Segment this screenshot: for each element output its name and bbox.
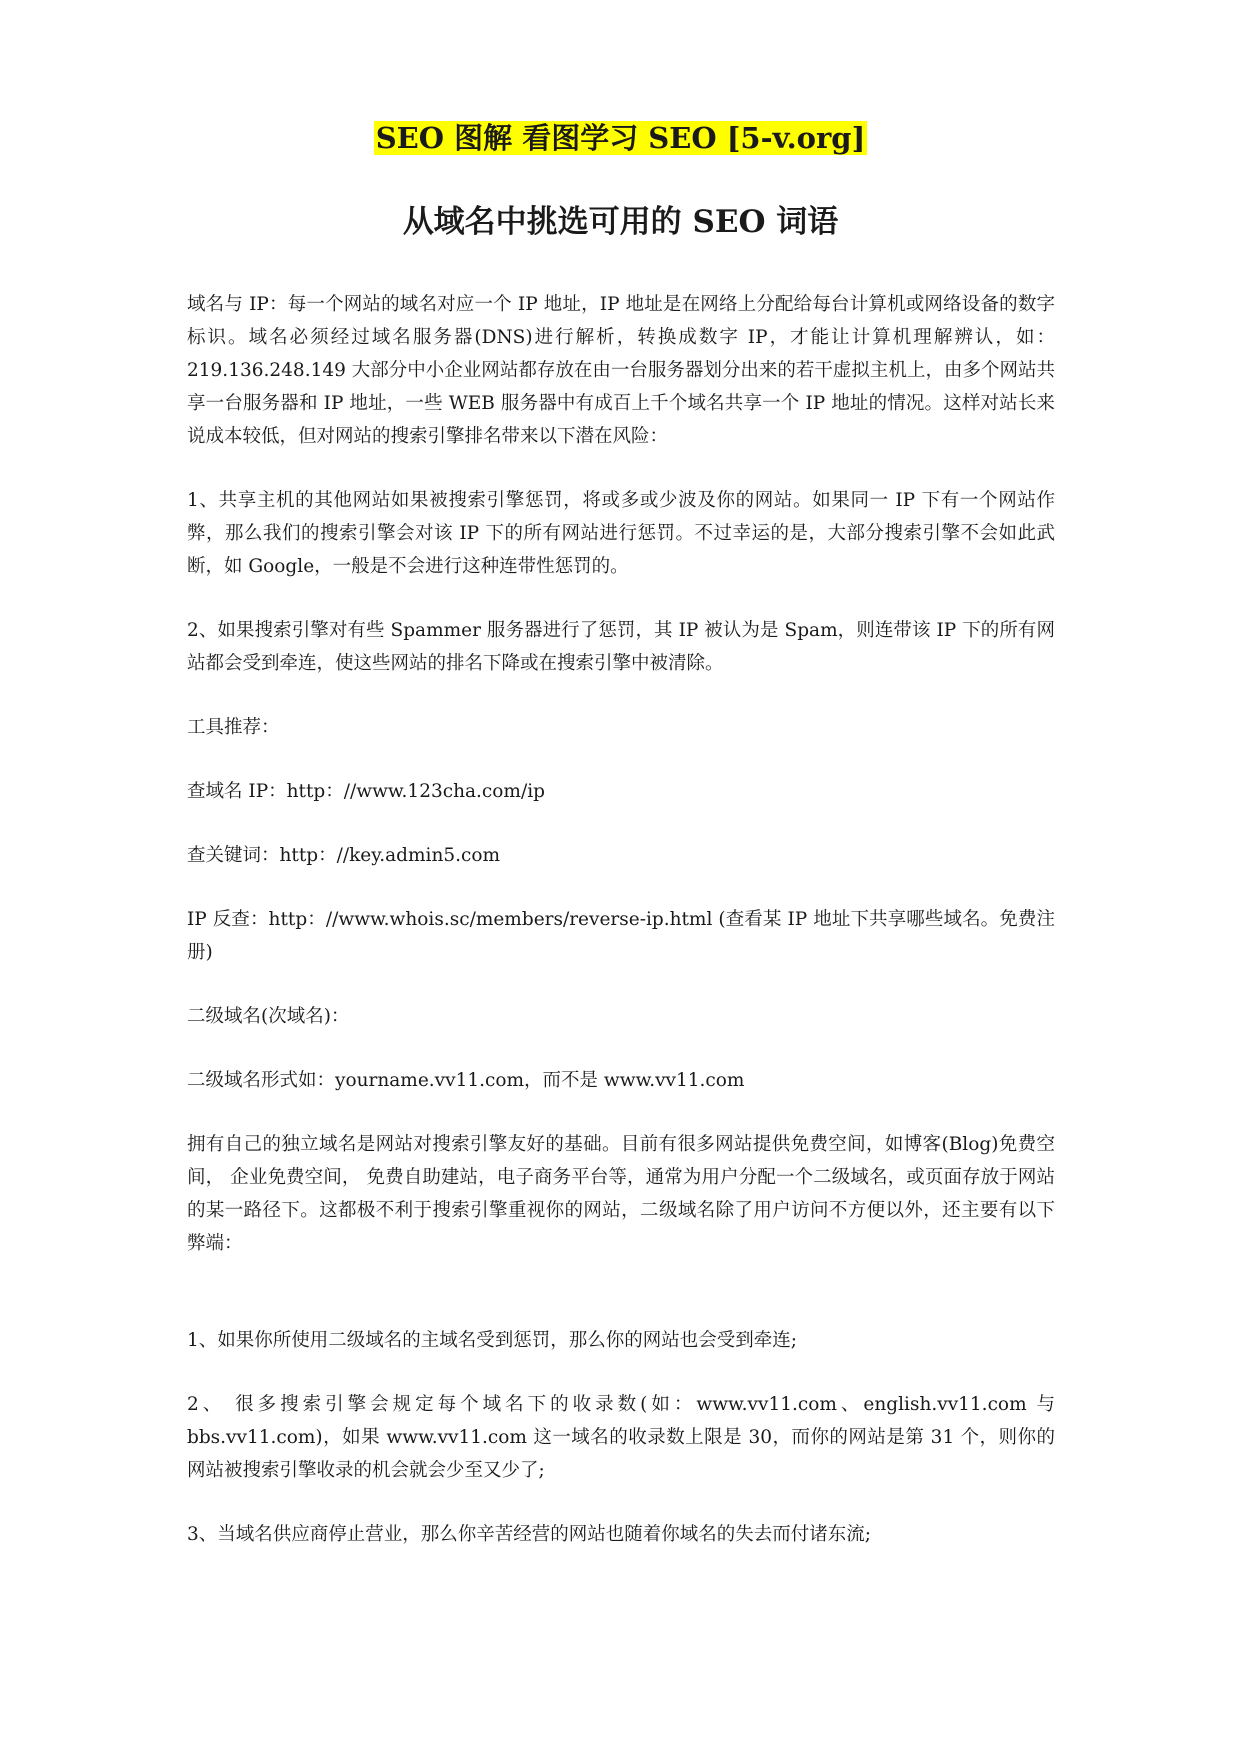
paragraph-risk-2: 2、如果搜索引擎对有些 Spammer 服务器进行了惩罚，其 IP 被认为是 Spam，则连带该 IP 下的所有网站都会受到牵连，使这些网站的排名下降或在搜索引擎中被清除。 xyxy=(187,620,1055,674)
paragraph-drawback-2: 2、 很多搜索引擎会规定每个域名下的收录数(如：www.vv11.com、english.vv11.com 与 bbs.vv11.com)，如果 www.vv11.com 这一域名的收录数上限是 30，而你的网站是第 31 个，则你的网站被搜索引擎收录的机会就会少至又少了; xyxy=(187,1394,1055,1481)
site-title-highlight: SEO 图解 看图学习 SEO [5-v.org] xyxy=(375,121,866,155)
site-title-heading xyxy=(0,118,1241,158)
paragraph-tool-reverse-ip: IP 反查：http：//www.whois.sc/members/reverse-ip.html (查看某 IP 地址下共享哪些域名。免费注册) xyxy=(187,909,1055,963)
paragraph-tool-keyword-lookup: 查关键词：http：//key.admin5.com xyxy=(187,845,501,866)
article-title: 从域名中挑选可用的 SEO 词语 xyxy=(402,204,839,240)
paragraph-domain-ip: 域名与 IP：每一个网站的域名对应一个 IP 地址，IP 地址是在网络上分配给每台计算机或网络设备的数字标识。域名必须经过域名服务器(DNS)进行解析，转换成数字 IP，才能让计算机理解辨认，如：219.136.248.149 大部分中小企业网站都存放在由一台服务器划分出来的若干虚拟主机上，由多个网站共享一台服务器和 IP 地址，一些 WEB 服务器中有成百上千个域名共享一个 IP 地址的情况。这样对站长来说成本较低，但对网站的搜索引擎排名带来以下潜在风险： xyxy=(187,294,1055,447)
paragraph-subdomain-heading: 二级域名(次域名)： xyxy=(187,1006,350,1027)
paragraph-drawback-3: 3、当域名供应商停止营业，那么你辛苦经营的网站也随着你域名的失去而付诸东流; xyxy=(187,1524,872,1545)
article-body xyxy=(187,288,1055,1582)
paragraph-subdomain-example: 二级域名形式如：yourname.vv11.com，而不是 www.vv11.com xyxy=(187,1070,745,1091)
paragraph-tool-ip-lookup: 查域名 IP：http：//www.123cha.com/ip xyxy=(187,781,545,802)
paragraph-drawback-1: 1、如果你所使用二级域名的主域名受到惩罚，那么你的网站也会受到牵连; xyxy=(187,1330,798,1351)
paragraph-own-domain: 拥有自己的独立域名是网站对搜索引擎友好的基础。目前有很多网站提供免费空间，如博客(Blog)免费空间， 企业免费空间， 免费自助建站，电子商务平台等，通常为用户分配一个二级域名，或页面存放于网站的某一路径下。这都极不利于搜索引擎重视你的网站，二级域名除了用户访问不方便以外，还主要有以下弊端： xyxy=(187,1134,1055,1254)
paragraph-risk-1: 1、共享主机的其他网站如果被搜索引擎惩罚，将或多或少波及你的网站。如果同一 IP 下有一个网站作弊，那么我们的搜索引擎会对该 IP 下的所有网站进行惩罚。不过幸运的是，大部分搜索引擎不会如此武断，如 Google，一般是不会进行这种连带性惩罚的。 xyxy=(187,490,1055,577)
paragraph-tools-heading: 工具推荐： xyxy=(187,717,280,738)
